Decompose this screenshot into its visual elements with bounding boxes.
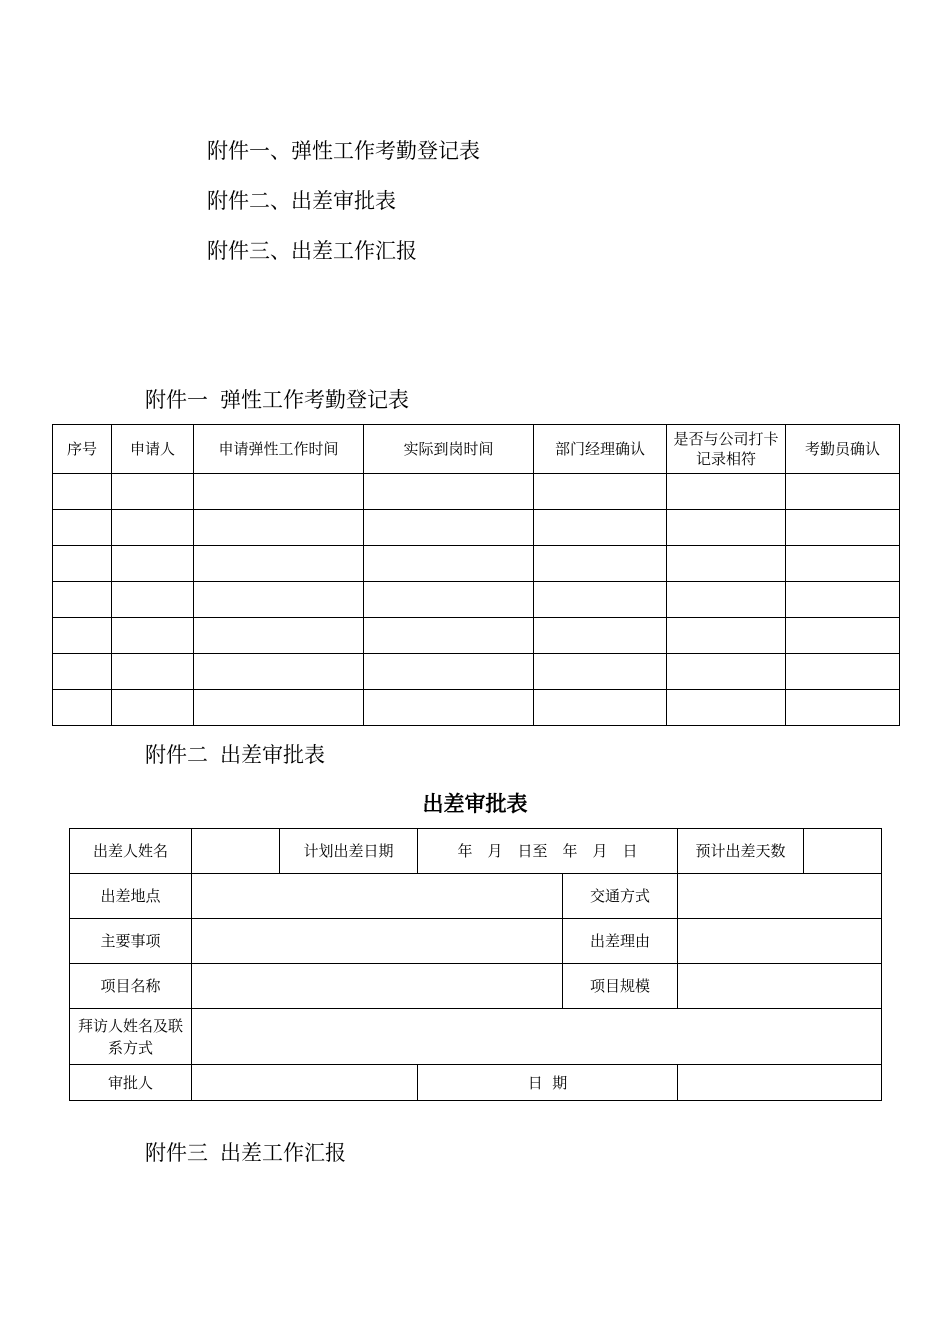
table-cell[interactable] (667, 654, 786, 690)
table-cell[interactable] (112, 582, 194, 618)
attachment-3-title: 出差工作汇报 (220, 1141, 346, 1165)
table-cell[interactable] (53, 690, 112, 726)
table-cell[interactable] (534, 618, 667, 654)
table-cell[interactable] (534, 474, 667, 510)
toc-item-attachment-3: 附件三、出差工作汇报 (207, 239, 417, 263)
attachment-1-heading (145, 386, 409, 414)
traveler-name-label: 出差人姓名 (70, 829, 192, 874)
visitee-label: 拜访人姓名及联系方式 (70, 1009, 192, 1065)
table-cell[interactable] (786, 582, 900, 618)
table-cell[interactable] (364, 546, 534, 582)
project-scale-label: 项目规模 (563, 964, 678, 1009)
header-flex-time: 申请弹性工作时间 (194, 425, 364, 474)
table-row (53, 654, 900, 690)
table-row (53, 582, 900, 618)
table-cell[interactable] (194, 546, 364, 582)
expected-days-label: 预计出差天数 (678, 829, 804, 874)
table-cell[interactable] (667, 546, 786, 582)
visitee-field[interactable] (192, 1009, 882, 1065)
toc-item-attachment-2: 附件二、出差审批表 (207, 189, 396, 213)
table-row (70, 1065, 882, 1101)
table-cell[interactable] (364, 690, 534, 726)
table-row (53, 690, 900, 726)
reason-field[interactable] (678, 919, 882, 964)
table-row (53, 474, 900, 510)
table-row (70, 829, 882, 874)
table-cell[interactable] (364, 582, 534, 618)
approver-field[interactable] (192, 1065, 418, 1101)
expected-days-field[interactable] (804, 829, 882, 874)
transport-label: 交通方式 (563, 874, 678, 919)
main-matters-label: 主要事项 (70, 919, 192, 964)
table-cell[interactable] (364, 474, 534, 510)
project-name-label: 项目名称 (70, 964, 192, 1009)
attendance-table (52, 424, 900, 726)
table-row (70, 874, 882, 919)
table-cell[interactable] (667, 474, 786, 510)
attachment-2-label: 附件二 (145, 743, 208, 767)
table-row (70, 1009, 882, 1065)
table-cell[interactable] (534, 510, 667, 546)
project-name-field[interactable] (192, 964, 563, 1009)
table-cell[interactable] (786, 618, 900, 654)
table-cell[interactable] (364, 510, 534, 546)
table-cell[interactable] (786, 510, 900, 546)
table-cell[interactable] (194, 474, 364, 510)
header-clock-match: 是否与公司打卡记录相符 (667, 425, 786, 474)
attachment-3-heading (145, 1139, 346, 1167)
table-cell[interactable] (53, 582, 112, 618)
approver-label: 审批人 (70, 1065, 192, 1101)
travel-approval-table (69, 828, 882, 1101)
table-cell[interactable] (112, 690, 194, 726)
planned-date-label: 计划出差日期 (280, 829, 418, 874)
table-cell[interactable] (534, 582, 667, 618)
table-cell[interactable] (112, 654, 194, 690)
table-cell[interactable] (194, 654, 364, 690)
date-field[interactable] (678, 1065, 882, 1101)
header-clerk-confirm: 考勤员确认 (786, 425, 900, 474)
attachment-1-label: 附件一 (145, 388, 208, 412)
table-cell[interactable] (53, 654, 112, 690)
approval-form-title: 出差审批表 (422, 791, 528, 816)
table-cell[interactable] (786, 690, 900, 726)
attachment-2-heading (145, 741, 325, 769)
header-serial-no: 序号 (53, 425, 112, 474)
table-cell[interactable] (534, 690, 667, 726)
table-row (70, 919, 882, 964)
reason-label: 出差理由 (563, 919, 678, 964)
attendance-header-row (53, 425, 900, 474)
location-field[interactable] (192, 874, 563, 919)
table-cell[interactable] (667, 582, 786, 618)
date-range-field[interactable]: 年 月 日至 年 月 日 (418, 829, 678, 874)
table-cell[interactable] (667, 510, 786, 546)
table-cell[interactable] (194, 510, 364, 546)
table-cell[interactable] (194, 618, 364, 654)
attachment-1-title: 弹性工作考勤登记表 (220, 388, 409, 412)
attachment-3-label: 附件三 (145, 1141, 208, 1165)
table-cell[interactable] (667, 618, 786, 654)
main-matters-field[interactable] (192, 919, 563, 964)
table-cell[interactable] (53, 510, 112, 546)
table-cell[interactable] (53, 546, 112, 582)
table-cell[interactable] (534, 654, 667, 690)
table-cell[interactable] (194, 582, 364, 618)
table-row (53, 618, 900, 654)
date-label: 日 期 (418, 1065, 678, 1101)
table-cell[interactable] (53, 618, 112, 654)
header-applicant: 申请人 (112, 425, 194, 474)
table-cell[interactable] (364, 654, 534, 690)
table-row (70, 964, 882, 1009)
table-cell[interactable] (112, 510, 194, 546)
table-cell[interactable] (786, 546, 900, 582)
traveler-name-field[interactable] (192, 829, 280, 874)
table-cell[interactable] (112, 546, 194, 582)
location-label: 出差地点 (70, 874, 192, 919)
header-manager-confirm: 部门经理确认 (534, 425, 667, 474)
attachment-2-title: 出差审批表 (220, 743, 325, 767)
project-scale-field[interactable] (678, 964, 882, 1009)
transport-field[interactable] (678, 874, 882, 919)
table-row (53, 510, 900, 546)
table-cell[interactable] (786, 474, 900, 510)
table-row (53, 546, 900, 582)
toc-item-attachment-1: 附件一、弹性工作考勤登记表 (207, 139, 480, 163)
table-cell[interactable] (112, 474, 194, 510)
table-cell[interactable] (112, 618, 194, 654)
table-cell[interactable] (786, 654, 900, 690)
table-cell[interactable] (53, 474, 112, 510)
table-cell[interactable] (534, 546, 667, 582)
table-cell[interactable] (194, 690, 364, 726)
table-cell[interactable] (667, 690, 786, 726)
header-actual-arrival: 实际到岗时间 (364, 425, 534, 474)
table-cell[interactable] (364, 618, 534, 654)
